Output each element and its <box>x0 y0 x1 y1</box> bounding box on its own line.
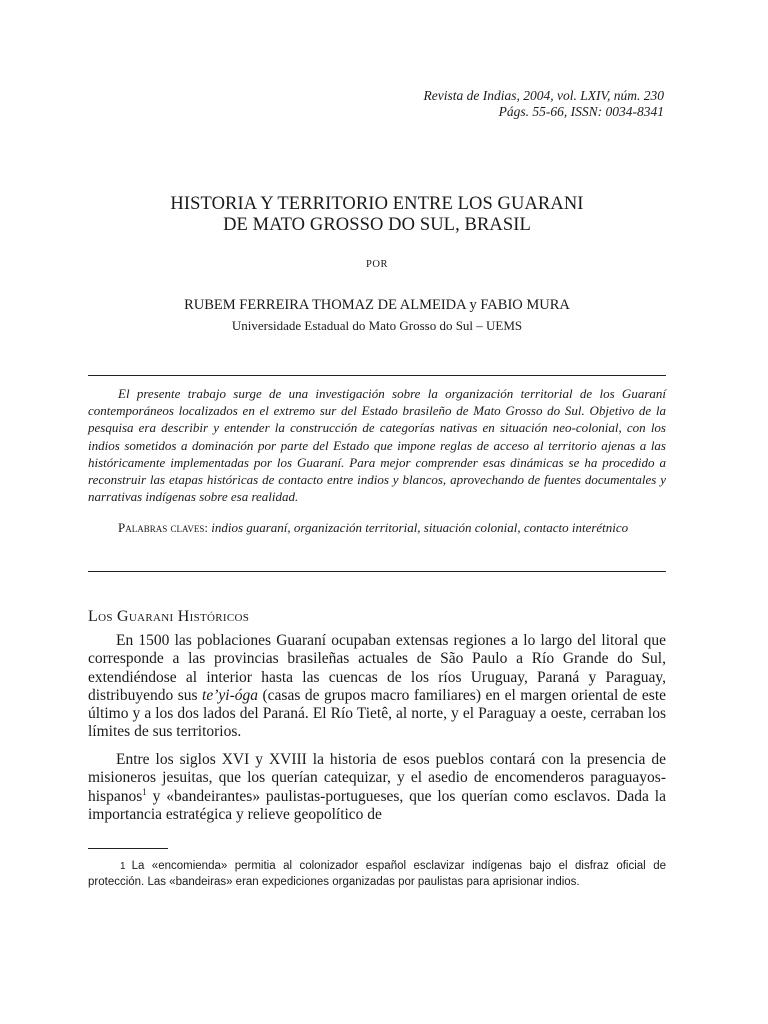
citation-line-pages: Págs. 55-66, ISSN: 0034-8341 <box>498 104 664 119</box>
paragraph1-native-term: te’yi-óga <box>202 686 258 704</box>
body-paragraph-2 <box>88 751 666 824</box>
author-affiliation: Universidade Estadual do Mato Grosso do Sul – UEMS <box>231 318 523 333</box>
paragraph2-text-b: y «bandeirantes» paulistas-portugueses, que los querían como esclavos. Dada la importancia estratégica y relieve geopolítico de <box>88 787 666 823</box>
footnote-text: La «encomienda» permitia al colonizador español esclavizar indígenas bajo el disfraz oficial de protección. Las «bandeiras» eran expediciones organizadas por paulistas para aprisionar indios. <box>88 860 666 888</box>
citation-line-journal: Revista de Indias, 2004, vol. LXIV, núm. 230 <box>423 88 664 103</box>
journal-citation <box>424 88 664 120</box>
abstract-bottom-rule <box>88 571 666 572</box>
paragraph1-text-b: (casas de grupos macro familiares) en el margen oriental de este último y a los dos lados del Paraná. El Río Tietê, al norte, y el Paraguay a oeste, cerraban los límites de sus territorios. <box>88 686 667 741</box>
footnote-separator <box>88 848 168 849</box>
footnote-number: 1 <box>120 861 126 872</box>
author-first: RUBEM FERREIRA THOMAZ DE ALMEIDA <box>184 297 466 313</box>
abstract-text: El presente trabajo surge de una investigación sobre la organización territorial de los Guaraní contemporáneos localizados en el extremo sur del Estado brasileño de Mato Grosso do Sul. Objetivo de la pesquisa era describir y entender la construcción de categorías nativas en situación neo-colonial, con los indios sometidos a dominación por parte del Estado que impone reglas de acceso al territorio ajenas a las históricamente implementadas por los Guaraní. Para mejor comprender esas dinámicas se ha procedido a reconstruir las etapas históricas de contacto entre indios y blancos, aprovechando de fuentes documentales y narrativas indígenas sobre esa realidad. <box>88 386 666 505</box>
article-title <box>88 194 666 236</box>
footnote-reference[interactable]: 1 <box>142 786 147 797</box>
abstract-top-rule <box>88 375 666 376</box>
title-line-1: HISTORIA Y TERRITORIO ENTRE LOS GUARANI <box>170 194 584 214</box>
author-second: FABIO MURA <box>480 297 570 313</box>
body-paragraph-1 <box>88 632 666 742</box>
by-label: POR <box>366 259 388 270</box>
keywords <box>88 518 666 537</box>
section-heading: Los Guarani Históricos <box>88 608 250 625</box>
author-conjunction: y <box>469 297 477 313</box>
keywords-label: Palabras claves <box>118 520 205 535</box>
keywords-colon: : <box>204 520 212 535</box>
paragraph2-text-a: Entre los siglos XVI y XVIII la historia de esos pueblos contará con la presencia de misioneros jesuitas, que los querían catequizar, y el asedio de encomenderos paraguayos-hispanos <box>88 751 666 805</box>
author-names <box>88 297 666 314</box>
keywords-list: indios guaraní, organización territorial, situación colonial, contacto interétnico <box>211 520 629 535</box>
paragraph1-text-a: En 1500 las poblaciones Guaraní ocupaban extensas regiones a lo largo del litoral que corresponde a las provincias brasileñas actuales de São Paulo a Río Grande do Sul, extendiéndose al interior hasta las cuencas de los ríos Uruguay, Paraná y Paraguay, distribuyendo sus <box>88 632 666 704</box>
title-line-2: DE MATO GROSSO DO SUL, BRASIL <box>223 215 531 235</box>
footnote <box>88 859 666 890</box>
